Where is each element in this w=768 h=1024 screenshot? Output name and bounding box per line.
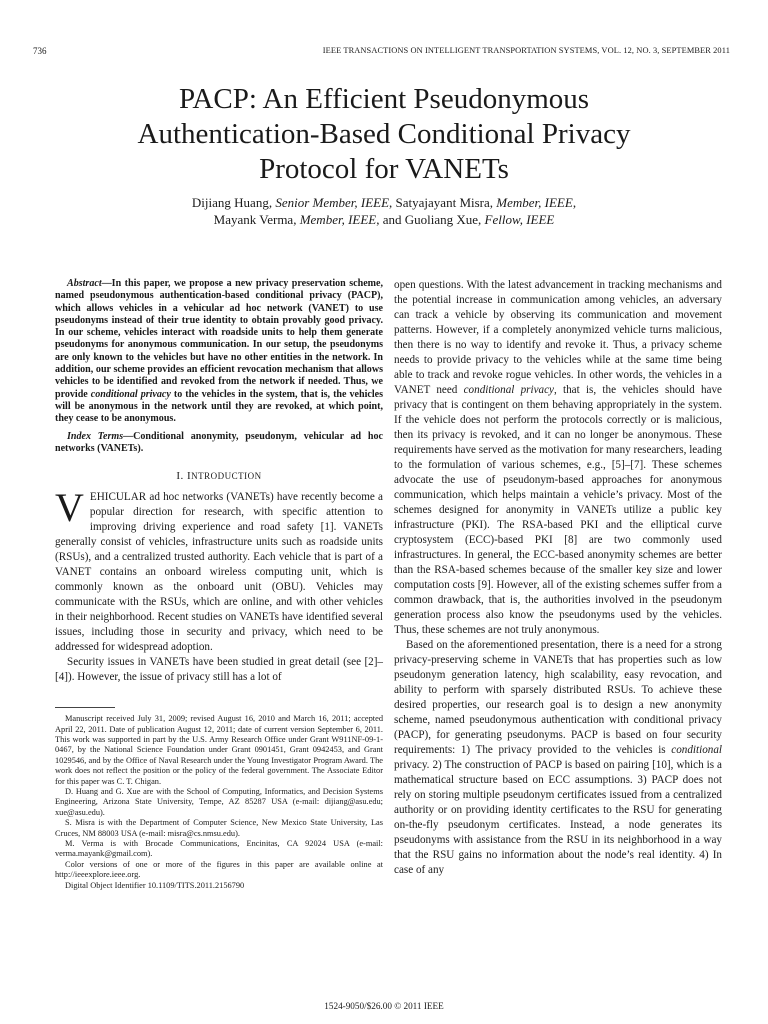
footnote: M. Verma is with Brocade Communications, Encinitas, CA 92024 USA (e-mail: verma.mayank@gmail.com). <box>55 839 383 859</box>
footnote: Color versions of one or more of the figures in this paper are available online at http://ieeexplore.ieee.org. <box>55 859 383 880</box>
author-name: , Satyajayant Misra, <box>389 195 497 210</box>
title-line: Protocol for VANETs <box>259 153 509 185</box>
drop-cap: V <box>55 485 84 531</box>
footnote: S. Misra is with the Department of Computer Science, New Mexico State University, Las Cruces, NM 88003 USA (e-mail: misra@cs.nmsu.edu). <box>55 818 383 838</box>
section-heading <box>55 469 383 484</box>
author-list <box>40 194 728 228</box>
footnote-rule <box>55 707 115 708</box>
abstract-text: to the vehicles in the system, that is, the vehicles will be anonymous in the network until they are revoked, at which point, they cease to be anonymous. <box>55 388 383 425</box>
body-paragraph <box>394 278 722 638</box>
index-terms-lead: Index Terms <box>67 430 124 442</box>
abstract-emphasis: conditional privacy <box>90 388 171 400</box>
paragraph-emphasis: conditional privacy <box>463 384 554 396</box>
author-line-2 <box>40 211 728 228</box>
index-terms <box>55 431 383 456</box>
title-line: Authentication-Based Conditional Privacy <box>137 118 631 150</box>
left-column <box>55 278 383 891</box>
author-membership: Senior Member, IEEE <box>275 195 390 210</box>
author-name: Mayank Verma, <box>213 212 300 227</box>
abstract-text: —In this paper, we propose a new privacy preservation scheme, named pseudonymous authentication-based conditional privacy (PACP), which allows vehicles in a vehicular ad hoc network (VANET) to use pseudonyms instead of their true identity to obtain provably good privacy. In our scheme, vehicles interact with roadside units to help them generate pseudonyms for anonymous communication. In our setup, the pseudonyms are only known to the vehicles but have no other entities in the network. In addition, our scheme provides an efficient revocation mechanism that allows vehicles to be identified and revoked from the network if needed. Thus, we provide <box>55 278 383 400</box>
paper-title <box>60 82 708 187</box>
copyright-line: 1524-9050/$26.00 © 2011 IEEE <box>324 1001 444 1011</box>
paragraph-text: open questions. With the latest advancement in tracking mechanisms and the potential increase in communication among vehicles, an adversary can track a vehicle by observing its communication and movement patterns. However, if a completely anonymized vehicle turns malicious, then there is no way to identify and revoke it. Thus, a privacy scheme needs to provide privacy to the vehicles while at the same time being able to track and revoke rogue vehicles. In other words, the vehicles in a VANET need <box>394 279 722 396</box>
author-name: Dijiang Huang, <box>191 195 276 210</box>
author-separator: , <box>572 195 577 210</box>
page-number: 736 <box>33 46 47 56</box>
running-head: IEEE TRANSACTIONS ON INTELLIGENT TRANSPORTATION SYSTEMS, VOL. 12, NO. 3, SEPTEMBER 2011 <box>322 46 730 55</box>
abstract-lead: Abstract <box>67 278 102 289</box>
index-terms-text: —Conditional anonymity, pseudonym, vehicular ad hoc networks (VANETs). <box>55 430 383 454</box>
paragraph-text: EHICULAR ad hoc networks (VANETs) have recently become a popular direction for research, with specific attention to improving driving experience and road safety [1]. VANETs generally consist of vehicles, infrastructure units such as roadside units (RSUs), and a centralized trusted authority. Each vehicle that is part of a VANET contains an onboard wireless computing unit, which is commonly known as the onboard unit (OBU). Vehicles may communicate with the RSUs, which are online, and with other vehicles in their neighborhood. Recent studies on VANETs have identified several issues, including those in security and privacy, which need to be addressed for widespread adoption. <box>55 491 383 654</box>
footnote: Manuscript received July 31, 2009; revised August 16, 2010 and March 16, 2011; accepted April 22, 2011. Date of publication August 12, 2011; date of current version September 6, 2011. This work was supported in part by the U.S. Army Research Office under Grant W911NF-09-1-0467, by the National Science Foundation under Grant 0901451, Grant 0942453, and Grant 1029546, and by the Office of Naval Research under the Young Investigator Program Award. The work does not reflect the position or the policy of the federal government. The Associate Editor for this paper was C. T. Chigan. <box>55 714 383 786</box>
section-numeral: I. I <box>176 470 192 483</box>
body-paragraph: Security issues in VANETs have been studied in great detail (see [2]–[4]). However, the issue of privacy still has a lot of <box>55 656 383 684</box>
body-paragraph <box>55 485 383 655</box>
author-membership: Fellow, IEEE <box>484 212 555 227</box>
footnote: D. Huang and G. Xue are with the School of Computing, Informatics, and Decision Systems Engineering, Arizona State University, Tempe, AZ 85287 USA (e-mail: dijiang@asu.edu; xue@asu.edu). <box>55 787 383 817</box>
section-name: NTRODUCTION <box>191 471 262 482</box>
author-line-1 <box>40 194 728 211</box>
abstract <box>55 278 383 426</box>
author-name: , and Guoliang Xue, <box>376 212 485 227</box>
footnote: Digital Object Identifier 10.1109/TITS.2011.2156790 <box>65 880 245 890</box>
author-membership: Member, IEEE <box>496 195 573 210</box>
paragraph-emphasis: conditional <box>671 744 722 756</box>
paragraph-text: , that is, the vehicles should have privacy that is contingent on them behaving appropriately in the system. If the vehicle does not perform the protocols correctly or is malicious, then its privacy is revoked, and it can no longer be anonymous. These requirements have served as the motivation for many researchers, leading to the formulation of various schemes, e.g., [5]–[7]. These schemes advocate the use of pseudonym-based approaches for anonymous communication, which helps maintain a vehicle’s privacy. Most of the schemes designed for anonymity in VANETs utilize a public key infrastructure (PKI). The RSA-based PKI and the elliptical curve cryptosystem (ECC)-based PKI [8] are two commonly used infrastructures. In general, the ECC-based anonymity schemes are better than the RSA-based schemes because of the smaller key size and lower computation costs [9]. However, all of the existing schemes suffer from a common drawback, that is, the authorities involved in the pseudonym generation process also know the pseudonyms used by the vehicles. Thus, these schemes are not truly anonymous. <box>394 384 722 636</box>
body-paragraph <box>394 638 722 878</box>
right-column <box>394 278 722 878</box>
paragraph-text: Based on the aforementioned presentation, there is a need for a strong privacy-preserving scheme in VANETs that has properties such as low pseudonym generation latency, high scalability, easy revocation, and ability to perform with sparsely distributed RSUs. To achieve these desired properties, our research goal is to design a new anonymity scheme, named pseudonymous authentication with conditional privacy (PACP), for generating pseudonyms. PACP is based on four security requirements: 1) The privacy provided to the vehicles is <box>394 639 722 756</box>
author-membership: Member, IEEE <box>299 212 377 227</box>
paragraph-text: privacy. 2) The construction of PACP is based on pairing [10], which is a mathematical structure based on ECC assumptions. 3) PACP does not rely on storing multiple pseudonym certificates issued from a centralized authority or on providing identity certificates to the RSU for generating on-the-fly pseudonym certificates. Instead, a node generates its pseudonyms with assistance from the RSU in its neighborhood in a way that the RSU gains no information about the node’s real identity. 4) In case of any <box>394 759 722 876</box>
title-line: PACP: An Efficient Pseudonymous <box>178 83 590 115</box>
